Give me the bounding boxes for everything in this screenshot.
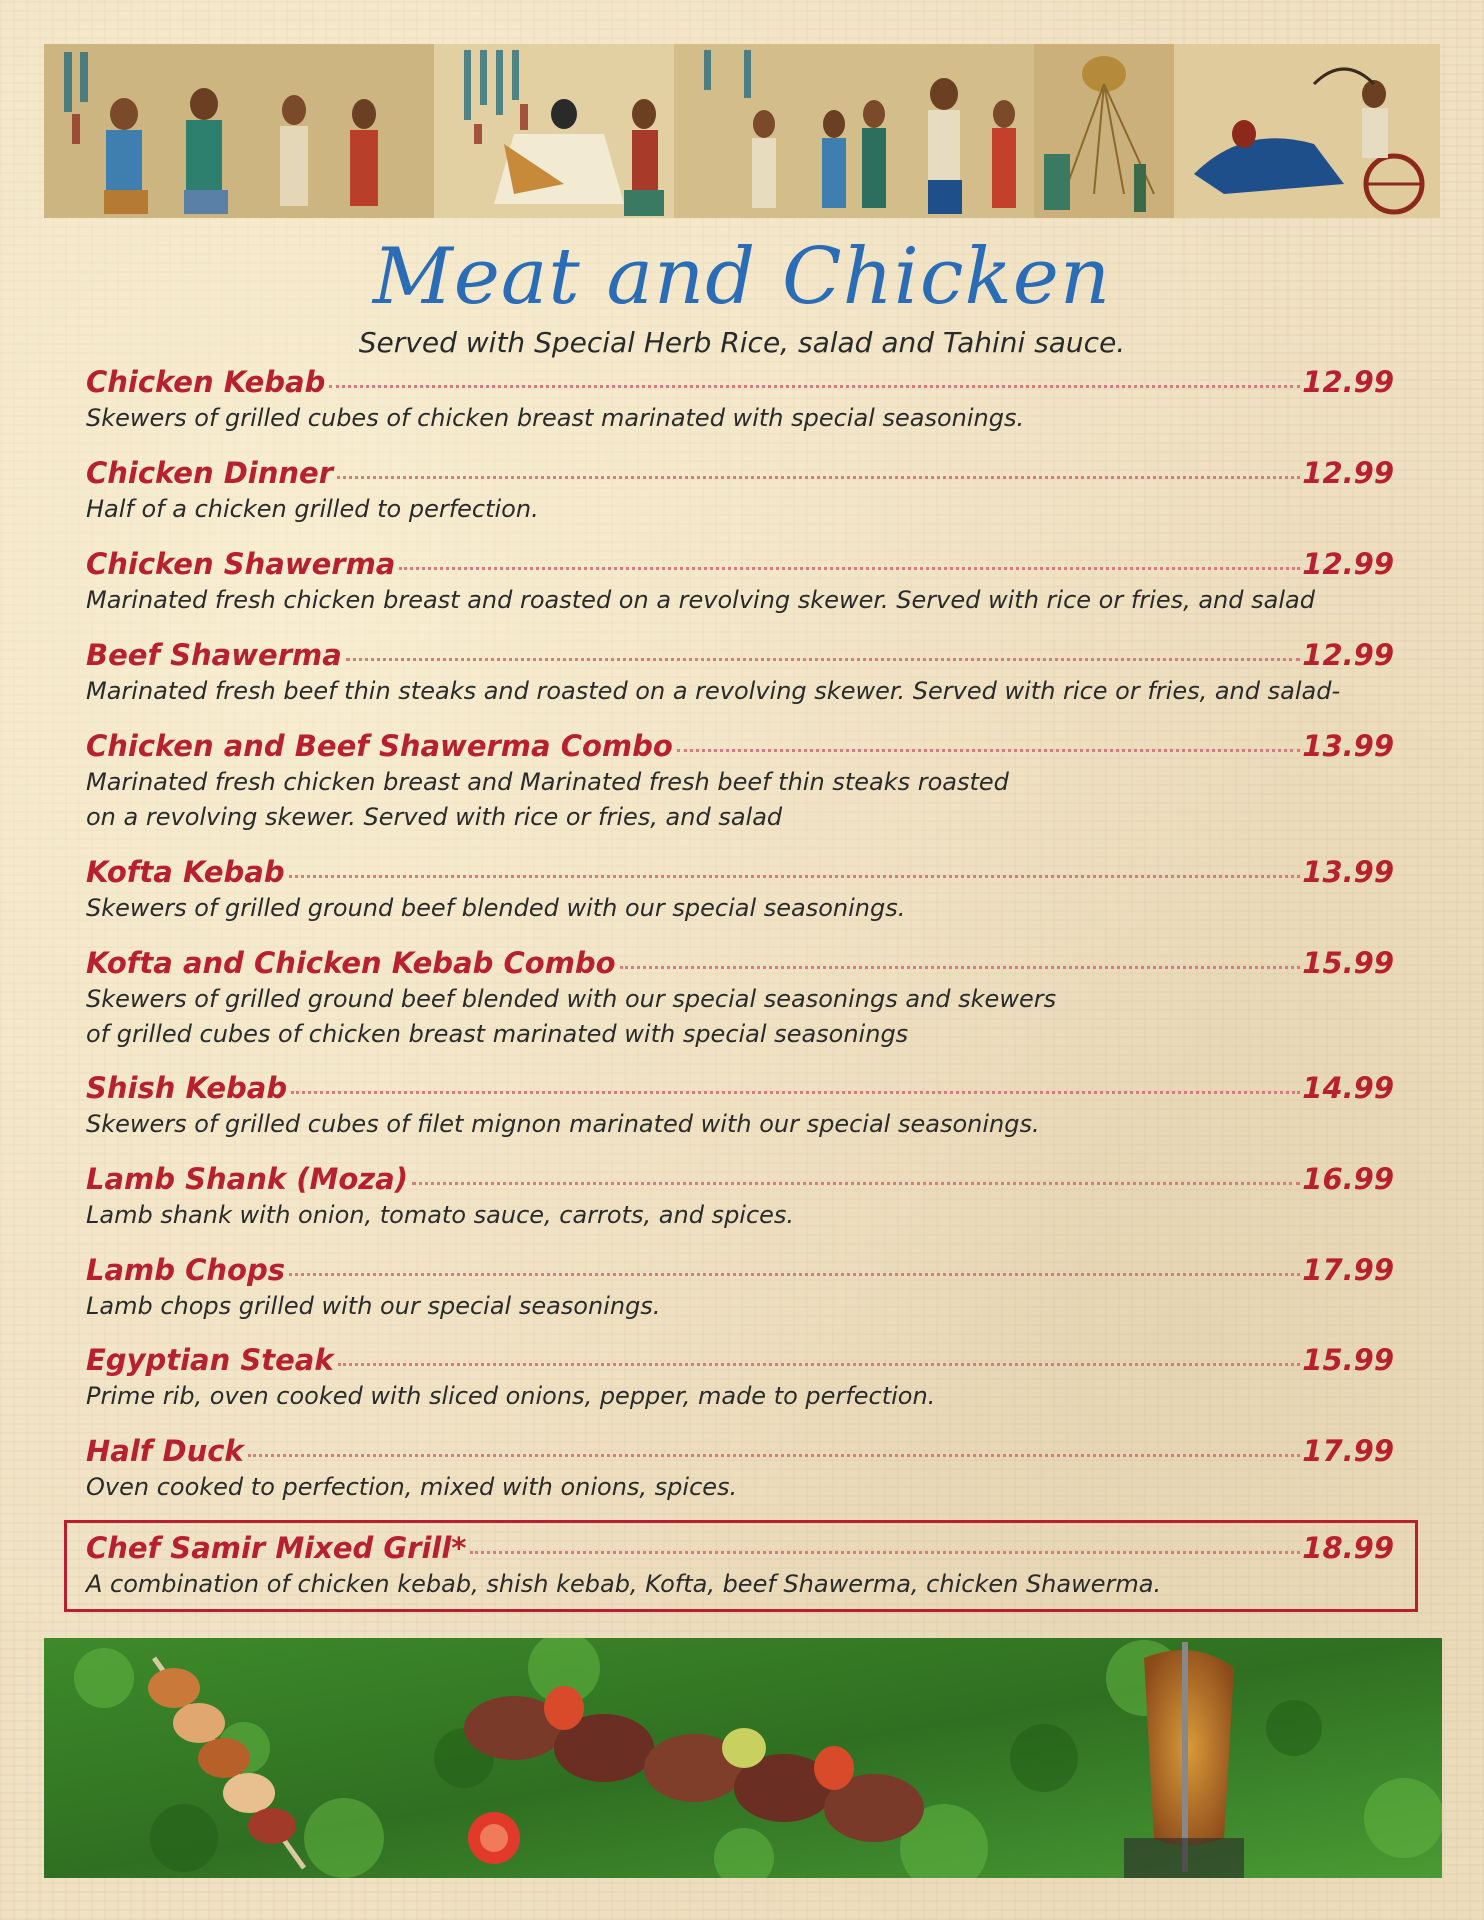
menu-item-chef-samir-mixed-grill: [86, 1531, 1394, 1602]
menu-item-lamb-chops: [86, 1253, 1394, 1324]
menu-item-egyptian-steak: [86, 1343, 1394, 1414]
item-price: 12.99: [1302, 365, 1394, 399]
menu-item-lamb-shank: [86, 1162, 1394, 1233]
item-name: Kofta and Chicken Kebab Combo: [86, 946, 616, 980]
item-name: Shish Kebab: [86, 1071, 288, 1105]
item-name: Lamb Chops: [86, 1253, 285, 1287]
dotted-leader: [620, 966, 1301, 969]
page-title: Meat and Chicken: [372, 232, 1112, 322]
item-description: Marinated fresh beef thin steaks and roasted on a revolving skewer. Served with rice or fries, and salad-: [86, 677, 1341, 705]
item-name: Beef Shawerma: [86, 638, 342, 672]
item-description: Skewers of grilled cubes of filet mignon marinated with our special seasonings.: [86, 1110, 1040, 1138]
item-name: Lamb Shank (Moza): [86, 1162, 408, 1196]
item-description: A combination of chicken kebab, shish kebab, Kofta, beef Shawerma, chicken Shawerma.: [86, 1570, 1162, 1598]
item-price: 14.99: [1302, 1071, 1394, 1105]
dotted-leader: [470, 1551, 1300, 1554]
dotted-leader: [291, 1091, 1300, 1094]
item-price: 12.99: [1302, 638, 1394, 672]
item-name: Chicken Dinner: [86, 456, 333, 490]
grilled-food-photo-banner: [44, 1638, 1442, 1878]
item-name: Chicken Kebab: [86, 365, 326, 399]
menu-item-chicken-kebab: [86, 365, 1394, 436]
menu-item-chicken-dinner: [86, 456, 1394, 527]
menu-item-kofta-kebab: [86, 855, 1394, 926]
menu-item-shish-kebab: [86, 1071, 1394, 1142]
item-description: Marinated fresh chicken breast and Marinated fresh beef thin steaks roasted: [86, 768, 1009, 796]
item-price: 15.99: [1302, 1343, 1394, 1377]
dotted-leader: [677, 749, 1300, 752]
page-subtitle: Served with Special Herb Rice, salad and Tahini sauce.: [358, 326, 1126, 359]
item-name: Chef Samir Mixed Grill*: [86, 1531, 467, 1565]
egyptian-papyrus-banner: [44, 44, 1440, 218]
menu-item-chicken-shawerma: [86, 547, 1394, 618]
item-description: Prime rib, oven cooked with sliced onions, pepper, made to perfection.: [86, 1382, 936, 1410]
item-description: Skewers of grilled cubes of chicken breast marinated with special seasonings.: [86, 404, 1025, 432]
item-price: 15.99: [1302, 946, 1394, 980]
dotted-leader: [289, 1273, 1300, 1276]
item-description: on a revolving skewer. Served with rice or fries, and salad: [86, 803, 783, 831]
dotted-leader: [248, 1454, 1301, 1457]
dotted-leader: [338, 1363, 1301, 1366]
dotted-leader: [346, 658, 1300, 661]
menu-item-kofta-and-chicken-kebab-combo: [86, 946, 1394, 1052]
item-description: Lamb chops grilled with our special seasonings.: [86, 1292, 661, 1320]
item-description: Half of a chicken grilled to perfection.: [86, 495, 539, 523]
item-price: 17.99: [1302, 1253, 1394, 1287]
item-price: 13.99: [1302, 855, 1394, 889]
dotted-leader: [289, 875, 1301, 878]
item-description: Skewers of grilled ground beef blended with our special seasonings.: [86, 894, 906, 922]
item-name: Kofta Kebab: [86, 855, 285, 889]
item-description: of grilled cubes of chicken breast marinated with special seasonings: [86, 1020, 909, 1048]
item-name: Half Duck: [86, 1434, 244, 1468]
menu-item-half-duck: [86, 1434, 1394, 1505]
dotted-leader: [337, 476, 1300, 479]
item-price: 17.99: [1302, 1434, 1394, 1468]
item-price: 13.99: [1302, 729, 1394, 763]
menu-item-chicken-and-beef-shawerma-combo: [86, 729, 1394, 835]
item-price: 16.99: [1302, 1162, 1394, 1196]
item-name: Chicken Shawerma: [86, 547, 396, 581]
item-description: Skewers of grilled ground beef blended with our special seasonings and skewers: [86, 985, 1057, 1013]
item-name: Chicken and Beef Shawerma Combo: [86, 729, 673, 763]
item-price: 18.99: [1302, 1531, 1394, 1565]
dotted-leader: [412, 1182, 1300, 1185]
dotted-leader: [399, 567, 1300, 570]
dotted-leader: [329, 385, 1300, 388]
item-description: Marinated fresh chicken breast and roasted on a revolving skewer. Served with rice or fries, and salad: [86, 586, 1315, 614]
menu-item-beef-shawerma: [86, 638, 1394, 709]
item-description: Lamb shank with onion, tomato sauce, carrots, and spices.: [86, 1201, 795, 1229]
item-name: Egyptian Steak: [86, 1343, 334, 1377]
item-description: Oven cooked to perfection, mixed with onions, spices.: [86, 1473, 738, 1501]
item-price: 12.99: [1302, 547, 1394, 581]
item-price: 12.99: [1302, 456, 1394, 490]
